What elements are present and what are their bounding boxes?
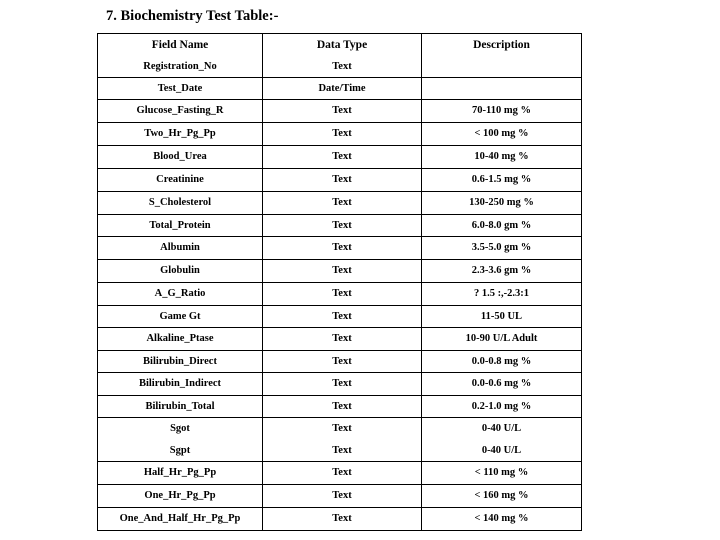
field-name-cell: Sgpt <box>98 440 263 462</box>
table-row <box>98 283 582 306</box>
header-field-name: Field Name <box>98 34 263 57</box>
description-cell: 0.2-1.0 mg % <box>422 396 582 418</box>
description-cell: 0-40 U/L <box>422 418 582 441</box>
field-name-cell: Globulin <box>98 260 263 283</box>
data-type-cell: Text <box>263 485 422 508</box>
description-cell: 0.0-0.6 mg % <box>422 373 582 396</box>
description-cell: 10-40 mg % <box>422 146 582 169</box>
description-cell: 11-50 UL <box>422 306 582 328</box>
table-row <box>98 169 582 192</box>
description-cell: 70-110 mg % <box>422 100 582 123</box>
description-cell: ? 1.5 :,-2.3:1 <box>422 283 582 306</box>
description-cell: 0-40 U/L <box>422 440 582 462</box>
description-cell: 6.0-8.0 gm % <box>422 215 582 237</box>
table-row <box>98 260 582 283</box>
table-row <box>98 328 582 351</box>
field-name-cell: Albumin <box>98 237 263 260</box>
data-type-cell: Text <box>263 146 422 169</box>
data-type-cell: Text <box>263 283 422 306</box>
description-cell: 3.5-5.0 gm % <box>422 237 582 260</box>
table-header-row <box>98 34 582 57</box>
table-row <box>98 440 582 462</box>
field-name-cell: Bilirubin_Indirect <box>98 373 263 396</box>
field-name-cell: Registration_No <box>98 56 263 78</box>
field-name-cell: Two_Hr_Pg_Pp <box>98 123 263 146</box>
description-cell: < 100 mg % <box>422 123 582 146</box>
data-type-cell: Text <box>263 192 422 215</box>
table-row <box>98 215 582 237</box>
data-type-cell: Text <box>263 396 422 418</box>
biochemistry-test-table <box>97 33 582 531</box>
field-name-cell: Bilirubin_Total <box>98 396 263 418</box>
table-row <box>98 78 582 100</box>
field-name-cell: Bilirubin_Direct <box>98 351 263 373</box>
table-row <box>98 351 582 373</box>
field-name-cell: Half_Hr_Pg_Pp <box>98 462 263 485</box>
data-type-cell: Text <box>263 100 422 123</box>
data-type-cell: Text <box>263 328 422 351</box>
description-cell: 0.0-0.8 mg % <box>422 351 582 373</box>
section-title: 7. Biochemistry Test Table:- <box>106 8 279 24</box>
data-type-cell: Text <box>263 260 422 283</box>
table-row <box>98 418 582 441</box>
field-name-cell: Game Gt <box>98 306 263 328</box>
description-cell: 0.6-1.5 mg % <box>422 169 582 192</box>
data-type-cell: Text <box>263 56 422 78</box>
table-row <box>98 56 582 78</box>
description-cell: 10-90 U/L Adult <box>422 328 582 351</box>
header-description: Description <box>422 34 582 57</box>
data-type-cell: Text <box>263 462 422 485</box>
description-cell <box>422 78 582 100</box>
description-cell: < 160 mg % <box>422 485 582 508</box>
data-type-cell: Text <box>263 123 422 146</box>
table-row <box>98 146 582 169</box>
table-row <box>98 192 582 215</box>
data-type-cell: Text <box>263 215 422 237</box>
data-type-cell: Text <box>263 508 422 531</box>
field-name-cell: One_And_Half_Hr_Pg_Pp <box>98 508 263 531</box>
description-cell: 130-250 mg % <box>422 192 582 215</box>
table-row <box>98 373 582 396</box>
data-type-cell: Text <box>263 237 422 260</box>
data-type-cell: Text <box>263 306 422 328</box>
data-type-cell: Text <box>263 169 422 192</box>
field-name-cell: Total_Protein <box>98 215 263 237</box>
header-data-type: Data Type <box>263 34 422 57</box>
field-name-cell: Glucose_Fasting_R <box>98 100 263 123</box>
description-cell: < 140 mg % <box>422 508 582 531</box>
table-row <box>98 237 582 260</box>
description-cell: < 110 mg % <box>422 462 582 485</box>
field-name-cell: Alkaline_Ptase <box>98 328 263 351</box>
field-name-cell: A_G_Ratio <box>98 283 263 306</box>
table-row <box>98 100 582 123</box>
description-cell: 2.3-3.6 gm % <box>422 260 582 283</box>
data-type-cell: Text <box>263 373 422 396</box>
data-type-cell: Text <box>263 351 422 373</box>
field-name-cell: S_Cholesterol <box>98 192 263 215</box>
table-row <box>98 396 582 418</box>
data-type-cell: Text <box>263 418 422 441</box>
field-name-cell: Blood_Urea <box>98 146 263 169</box>
field-name-cell: One_Hr_Pg_Pp <box>98 485 263 508</box>
table-row <box>98 306 582 328</box>
field-name-cell: Creatinine <box>98 169 263 192</box>
description-cell <box>422 56 582 78</box>
table-row <box>98 123 582 146</box>
field-name-cell: Test_Date <box>98 78 263 100</box>
table-row <box>98 485 582 508</box>
field-name-cell: Sgot <box>98 418 263 441</box>
table-row <box>98 508 582 531</box>
table-row <box>98 462 582 485</box>
data-type-cell: Text <box>263 440 422 462</box>
data-type-cell: Date/Time <box>263 78 422 100</box>
